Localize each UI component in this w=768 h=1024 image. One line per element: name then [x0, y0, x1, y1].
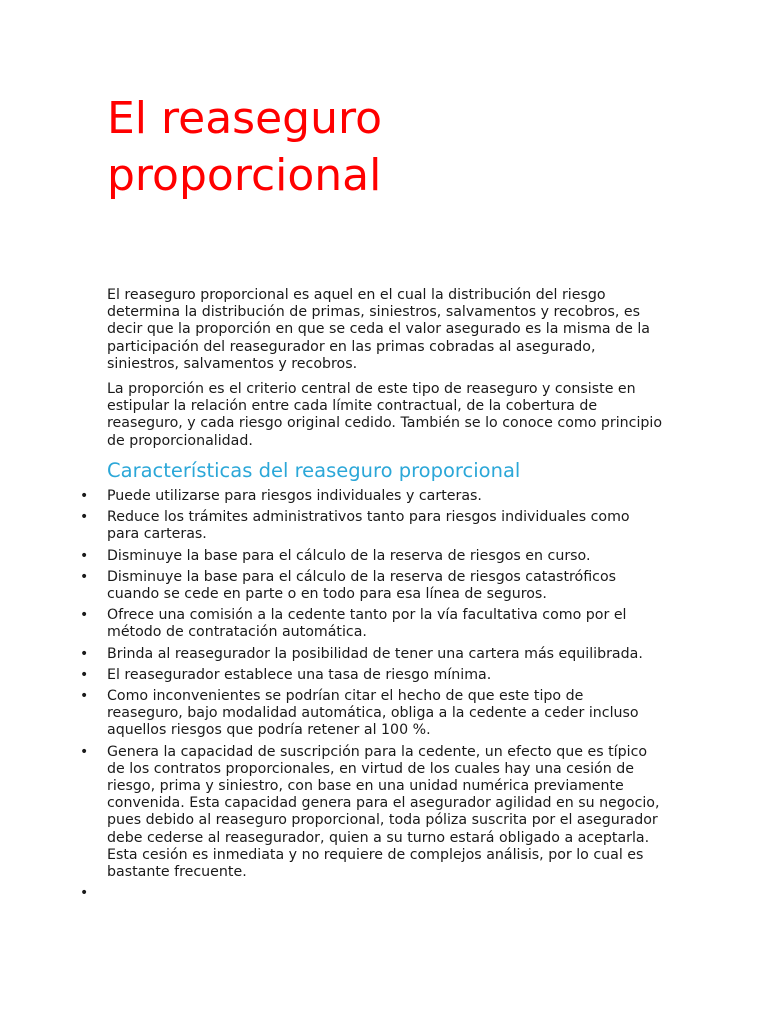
- list-item-empty: [0, 885, 660, 902]
- list-item-text: Genera la capacidad de suscripción para la cedente, un efecto que es típico de los contratos proporcionales, en virtud de los cuales hay una cesión de riesgo, prima y siniestro, con base en una unidad numérica previamente convenida. Esta capacidad genera para el asegurador agilidad en su negocio, pues debido al reaseguro proporcional, toda póliza suscrita por el asegurador debe cederse al reasegurador, quien a su turno estará obligado a aceptarla. Esta cesión es inmediata y no requiere de complejos análisis, por lo cual es bastante frecuente.: [107, 743, 660, 881]
- bullet-icon: •: [80, 688, 89, 705]
- list-item: [0, 646, 660, 663]
- list-item-text: Ofrece una comisión a la cedente tanto por la vía facultativa como por el método de contratación automática.: [107, 607, 627, 641]
- bullet-icon: •: [80, 645, 89, 662]
- proportion-paragraph: La proporción es el criterio central de este tipo de reaseguro y consiste en estipular la relación entre cada límite contractual, de la cobertura de reaseguro, y cada riesgo original cedido. También se lo conoce como principio de proporcionalidad.: [107, 381, 663, 449]
- bullet-icon: •: [80, 885, 89, 902]
- list-item: [0, 509, 660, 543]
- bullet-icon: •: [80, 607, 89, 624]
- list-item-text: Disminuye la base para el cálculo de la reserva de riesgos catastróficos cuando se cede en parte o en todo para esa línea de seguros.: [107, 568, 617, 603]
- list-item: [0, 607, 660, 641]
- list-item-text: Disminuye la base para el cálculo de la reserva de riesgos en curso.: [107, 547, 591, 564]
- list-item: [0, 488, 660, 505]
- page-title: El reaseguro proporcional: [107, 93, 383, 201]
- list-item-text: [107, 885, 660, 902]
- list-item-text: Brinda al reasegurador la posibilidad de tener una cartera más equilibrada.: [107, 645, 643, 662]
- list-item-text: Puede utilizarse para riesgos individuales y carteras.: [107, 488, 482, 504]
- bullet-icon: •: [80, 509, 89, 526]
- list-item: [0, 744, 660, 882]
- bullet-icon: •: [80, 666, 89, 683]
- list-item: [0, 667, 660, 684]
- list-item-text: Reduce los trámites administrativos tanto para riesgos individuales como para carteras.: [107, 509, 630, 543]
- list-item-text: Como inconvenientes se podrían citar el hecho de que este tipo de reaseguro, bajo modalidad automática, obliga a la cedente a ceder incluso aquellos riesgos que podría retener al 100 %.: [107, 688, 639, 739]
- bullet-icon: •: [80, 568, 89, 585]
- list-item: [0, 688, 660, 740]
- list-item: [0, 548, 660, 565]
- list-item-text: El reasegurador establece una tasa de riesgo mínima.: [107, 666, 492, 683]
- bullet-icon: •: [80, 743, 89, 760]
- bullet-icon: •: [80, 547, 89, 564]
- bullet-icon: •: [80, 488, 89, 504]
- characteristics-list: [0, 488, 768, 906]
- list-item: [0, 569, 660, 603]
- characteristics-heading: Características del reaseguro proporcional: [107, 459, 521, 482]
- intro-paragraph: El reaseguro proporcional es aquel en el cual la distribución del riesgo determina la distribución de primas, siniestros, salvamentos y recobros, es decir que la proporción en que se ceda el valor asegurado es la misma de la participación del reasegurador en las primas cobradas al asegurado, siniestros, salvamentos y recobros.: [107, 287, 650, 372]
